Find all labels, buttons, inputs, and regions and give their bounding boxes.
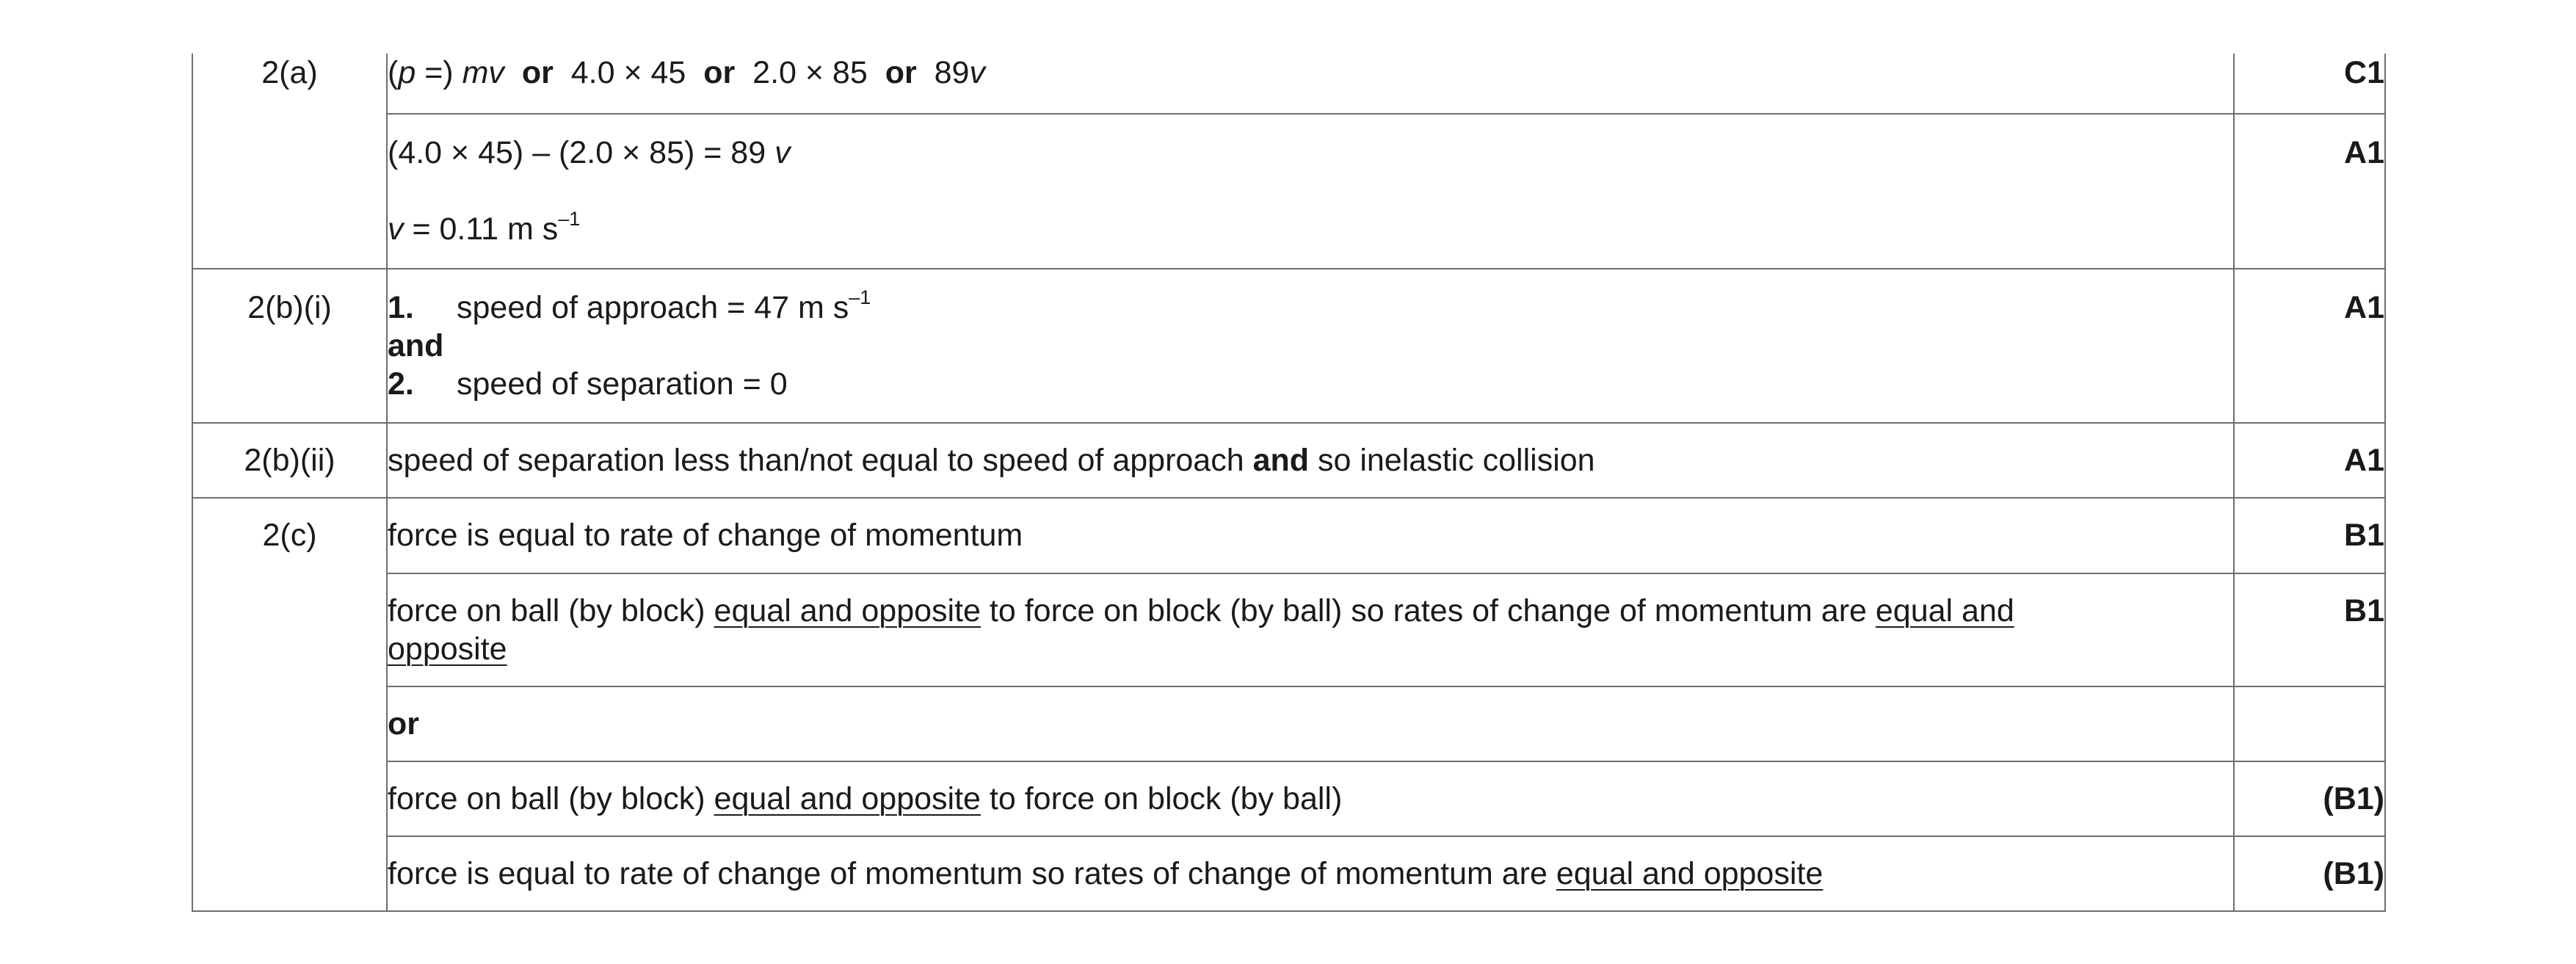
answer-cell <box>387 114 2234 269</box>
mark-label: A1 <box>2344 290 2384 325</box>
table-row <box>192 573 2385 686</box>
text-run: =) <box>416 55 462 90</box>
question-number <box>192 423 387 498</box>
mark-cell <box>2234 761 2385 836</box>
item-number: 2. <box>388 366 414 402</box>
table-row <box>192 498 2385 573</box>
mark-label: A1 <box>2344 135 2384 170</box>
table-row <box>192 114 2385 269</box>
text-run: so inelastic collision <box>1309 443 1595 478</box>
mark-label: B1 <box>2344 593 2384 628</box>
item-number: 1. <box>388 290 414 325</box>
question-number <box>192 498 387 911</box>
mark-label: B1 <box>2344 518 2384 553</box>
mark-cell <box>2234 686 2385 761</box>
table-row <box>192 269 2385 423</box>
answer-cell <box>387 423 2234 498</box>
answer-cell <box>387 573 2234 686</box>
mark-cell <box>2234 423 2385 498</box>
question-label: 2(b)(i) <box>247 290 332 325</box>
answer-cell <box>387 498 2234 573</box>
text-run: speed of separation less than/not equal to speed of approach <box>388 443 1253 478</box>
answer-cell <box>387 54 2234 114</box>
question-label: 2(a) <box>261 55 318 90</box>
text-run: 4.0 × 45 <box>570 55 686 90</box>
table-row <box>192 686 2385 761</box>
text-run: 2.0 × 85 <box>752 55 868 90</box>
text-run: 89 <box>934 55 970 90</box>
variable-v: v <box>774 135 791 170</box>
variable-mv: mv <box>462 55 504 90</box>
table-row <box>192 836 2385 911</box>
text-run: speed of approach = 47 m s <box>457 290 849 325</box>
mark-cell <box>2234 114 2385 269</box>
mark-label: (B1) <box>2323 856 2384 891</box>
underlined-text: equal and opposite <box>1556 856 1824 891</box>
question-label: 2(c) <box>262 518 317 553</box>
and-keyword: and <box>388 328 444 363</box>
mark-label: A1 <box>2344 443 2384 478</box>
mark-scheme-table <box>192 54 2386 912</box>
text-run: to force on block (by ball) <box>980 781 1343 816</box>
question-number <box>192 269 387 423</box>
text-run: force on ball (by block) <box>388 781 714 816</box>
variable-p: p <box>398 55 416 90</box>
mark-label: (B1) <box>2323 781 2384 816</box>
question-number <box>192 54 387 269</box>
text-run: speed of separation = 0 <box>457 366 788 402</box>
underlined-text: equal and opposite <box>714 593 981 628</box>
text-run: force is equal to rate of change of momentum so rates of change of momentum are <box>388 856 1556 891</box>
answer-cell <box>387 686 2234 761</box>
mark-cell <box>2234 836 2385 911</box>
mark-cell <box>2234 54 2385 114</box>
answer-cell <box>387 836 2234 911</box>
answer-cell <box>387 269 2234 423</box>
underlined-text: equal and <box>1875 593 2014 628</box>
variable-v: v <box>388 211 404 247</box>
or-keyword: or <box>521 55 554 90</box>
superscript: –1 <box>558 208 581 230</box>
variable-v: v <box>969 55 985 90</box>
and-keyword: and <box>1252 443 1310 478</box>
mark-cell <box>2234 269 2385 423</box>
or-keyword: or <box>885 55 917 90</box>
text-run: force is equal to rate of change of momentum <box>388 518 1023 553</box>
underlined-text: equal and opposite <box>714 781 981 816</box>
text-run: = 0.11 m s <box>403 211 559 247</box>
text-run: to force on block (by ball) so rates of change of momentum are <box>980 593 1876 628</box>
mark-label: C1 <box>2344 55 2384 90</box>
answer-cell <box>387 761 2234 836</box>
underlined-text: opposite <box>388 631 507 667</box>
text-run: (4.0 × 45) – (2.0 × 85) = 89 <box>388 135 775 170</box>
table-row <box>192 54 2385 114</box>
question-label: 2(b)(ii) <box>244 443 335 478</box>
or-keyword: or <box>703 55 736 90</box>
mark-cell <box>2234 498 2385 573</box>
table-row <box>192 423 2385 498</box>
text-run: force on ball (by block) <box>388 593 714 628</box>
text-run: ( <box>388 55 399 90</box>
table-row <box>192 761 2385 836</box>
superscript: –1 <box>849 286 871 308</box>
mark-cell <box>2234 573 2385 686</box>
or-keyword: or <box>388 706 419 742</box>
